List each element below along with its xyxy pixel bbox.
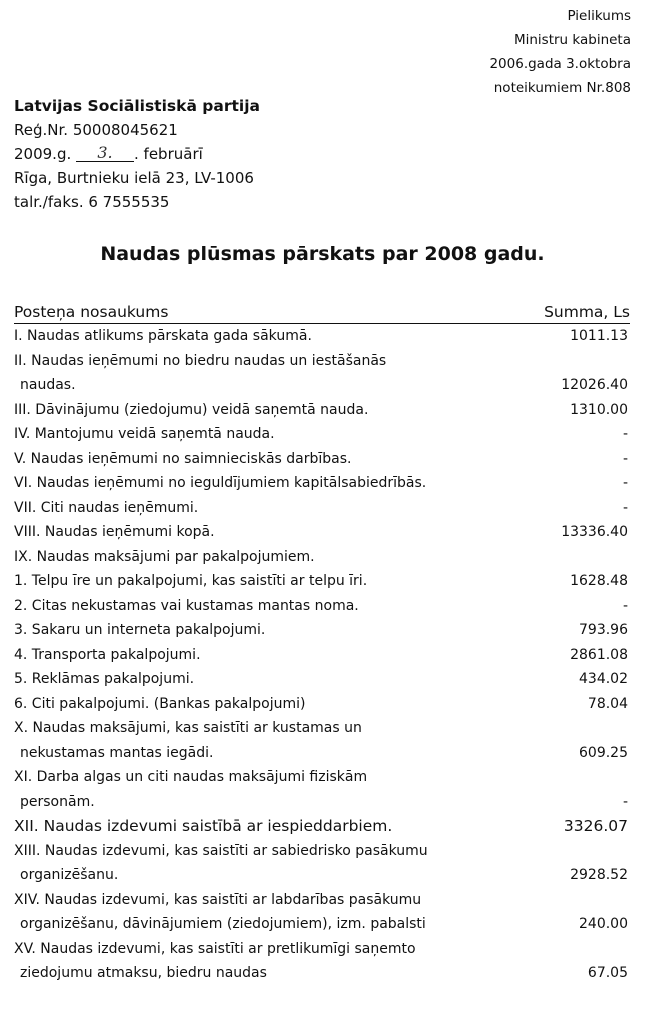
table-row xyxy=(14,349,630,398)
row-label xyxy=(14,447,508,472)
row-amount: 434.02 xyxy=(579,671,628,687)
row-amount: - xyxy=(622,426,628,442)
row-amount: 609.25 xyxy=(579,744,628,761)
table-row xyxy=(14,545,630,570)
row-label-line: VII. Citi naudas ieņēmumi. xyxy=(14,499,199,516)
row-label-line: II. Naudas ieņēmumi no biedru naudas un iestāšanās xyxy=(14,352,387,369)
row-label xyxy=(14,618,508,643)
row-amount: - xyxy=(622,475,628,491)
row-label-line: I. Naudas atlikums pārskata gada sākumā. xyxy=(14,328,312,344)
row-label-line: naudas. xyxy=(20,377,76,393)
organization-block xyxy=(14,94,260,214)
row-label-line: nekustamas mantas iegādi. xyxy=(20,744,214,761)
date-prefix: 2009.g. xyxy=(14,145,72,163)
row-label-line: IV. Mantojumu veidā saņemtā nauda. xyxy=(14,426,275,442)
row-label xyxy=(14,569,508,594)
date-suffix: . februārī xyxy=(134,145,203,163)
row-label-line: XII. Naudas izdevumi saistībā ar iespieddarbiem. xyxy=(14,817,393,835)
row-amount: 793.96 xyxy=(579,622,628,638)
table-row xyxy=(14,937,630,986)
table-row xyxy=(14,422,630,447)
row-label-line: 1. Telpu īre un pakalpojumi, kas saistīti ar telpu īri. xyxy=(14,573,368,589)
table-row xyxy=(14,594,630,619)
report-title: Naudas plūsmas pārskats par 2008 gadu. xyxy=(100,243,545,265)
table-row xyxy=(14,643,630,668)
table-row xyxy=(14,618,630,643)
row-amount: 2928.52 xyxy=(570,867,628,883)
row-amount: 3326.07 xyxy=(563,817,628,835)
table-row xyxy=(14,471,630,496)
table-row xyxy=(14,569,630,594)
row-label-line: 6. Citi pakalpojumi. (Bankas pakalpojumi) xyxy=(14,695,306,712)
document-date xyxy=(14,142,260,166)
row-label xyxy=(14,349,508,398)
table-row xyxy=(14,324,630,349)
annex-line: Ministru kabineta xyxy=(513,32,631,48)
row-label xyxy=(14,422,508,447)
row-label xyxy=(14,545,508,570)
row-amount: 1628.48 xyxy=(570,573,628,589)
column-header-sum: Summa, Ls xyxy=(544,303,630,321)
row-label xyxy=(14,398,508,423)
row-label-line: organizēšanu. xyxy=(20,867,119,883)
row-label xyxy=(14,594,508,619)
address: Rīga, Burtnieku ielā 23, LV-1006 xyxy=(14,169,254,187)
row-label xyxy=(14,692,508,717)
table-row xyxy=(14,447,630,472)
row-label-line: X. Naudas maksājumi, kas saistīti ar kustamas un xyxy=(14,720,362,736)
table-row xyxy=(14,667,630,692)
row-amount: - xyxy=(622,793,628,810)
row-label xyxy=(14,937,508,986)
table-row xyxy=(14,765,630,814)
column-header-item: Posteņa nosaukums xyxy=(14,303,169,321)
row-label xyxy=(14,765,508,814)
organization-name: Latvijas Sociālistiskā partija xyxy=(14,97,260,115)
row-label-line: organizēšanu, dāvinājumiem (ziedojumiem), izm. pabalsti xyxy=(20,916,426,932)
row-amount: 13336.40 xyxy=(561,524,628,540)
row-label xyxy=(14,667,508,692)
table-row xyxy=(14,496,630,521)
row-label-line: IX. Naudas maksājumi par pakalpojumiem. xyxy=(14,548,315,565)
row-label-line: 4. Transporta pakalpojumi. xyxy=(14,646,201,663)
row-label-line: ziedojumu atmaksu, biedru naudas xyxy=(20,965,267,981)
cash-flow-table xyxy=(14,302,630,986)
row-label-line: 2. Citas nekustamas vai kustamas mantas noma. xyxy=(14,597,359,614)
row-label-line: 3. Sakaru un interneta pakalpojumi. xyxy=(14,622,266,638)
row-label-line: 5. Reklāmas pakalpojumi. xyxy=(14,671,195,687)
annex-line: 2006.gada 3.oktobra xyxy=(489,56,631,72)
row-label-line: XIII. Naudas izdevumi, kas saistīti ar sabiedrisko pasākumu xyxy=(14,842,428,859)
handwritten-day: 3. xyxy=(76,145,134,162)
table-body xyxy=(14,324,630,986)
row-label-line: V. Naudas ieņēmumi no saimnieciskās darbības. xyxy=(14,450,352,467)
row-amount: - xyxy=(622,597,628,614)
row-amount: 12026.40 xyxy=(561,377,628,393)
row-label xyxy=(14,888,508,937)
row-amount: 1310.00 xyxy=(570,401,628,418)
row-amount: 2861.08 xyxy=(570,646,628,663)
table-header xyxy=(14,302,630,324)
row-label-line: XIV. Naudas izdevumi, kas saistīti ar labdarības pasākumu xyxy=(14,891,422,908)
row-label xyxy=(14,814,508,839)
table-row xyxy=(14,520,630,545)
phone-fax: talr./faks. 6 7555535 xyxy=(14,193,170,211)
annex-note xyxy=(489,4,631,100)
row-label-line: VI. Naudas ieņēmumi no ieguldījumiem kapitālsabiedrībās. xyxy=(14,475,427,491)
annex-line: Pielikums xyxy=(567,8,631,24)
row-label xyxy=(14,643,508,668)
annex-line: noteikumiem Nr.808 xyxy=(493,80,631,96)
row-label xyxy=(14,471,508,496)
row-label xyxy=(14,839,508,888)
row-label-line: XI. Darba algas un citi naudas maksājumi fiziskām xyxy=(14,769,368,785)
row-amount: 1011.13 xyxy=(570,328,628,344)
row-label xyxy=(14,716,508,765)
table-row xyxy=(14,692,630,717)
row-label-line: XV. Naudas izdevumi, kas saistīti ar pretlikumīgi saņemto xyxy=(14,940,416,957)
table-row xyxy=(14,814,630,839)
row-label-line: III. Dāvinājumu (ziedojumu) veidā saņemtā nauda. xyxy=(14,401,369,418)
table-row xyxy=(14,888,630,937)
table-row xyxy=(14,716,630,765)
row-label-line: VIII. Naudas ieņēmumi kopā. xyxy=(14,524,215,540)
row-label xyxy=(14,324,508,349)
row-amount: - xyxy=(622,450,628,467)
table-row xyxy=(14,839,630,888)
row-amount: 78.04 xyxy=(587,695,628,712)
row-label xyxy=(14,520,508,545)
row-amount: 67.05 xyxy=(587,965,628,981)
row-amount: - xyxy=(622,499,628,516)
row-label-line: personām. xyxy=(20,793,95,810)
row-label xyxy=(14,496,508,521)
table-row xyxy=(14,398,630,423)
row-amount: 240.00 xyxy=(579,916,628,932)
registration-number: Reģ.Nr. 50008045621 xyxy=(14,121,178,139)
